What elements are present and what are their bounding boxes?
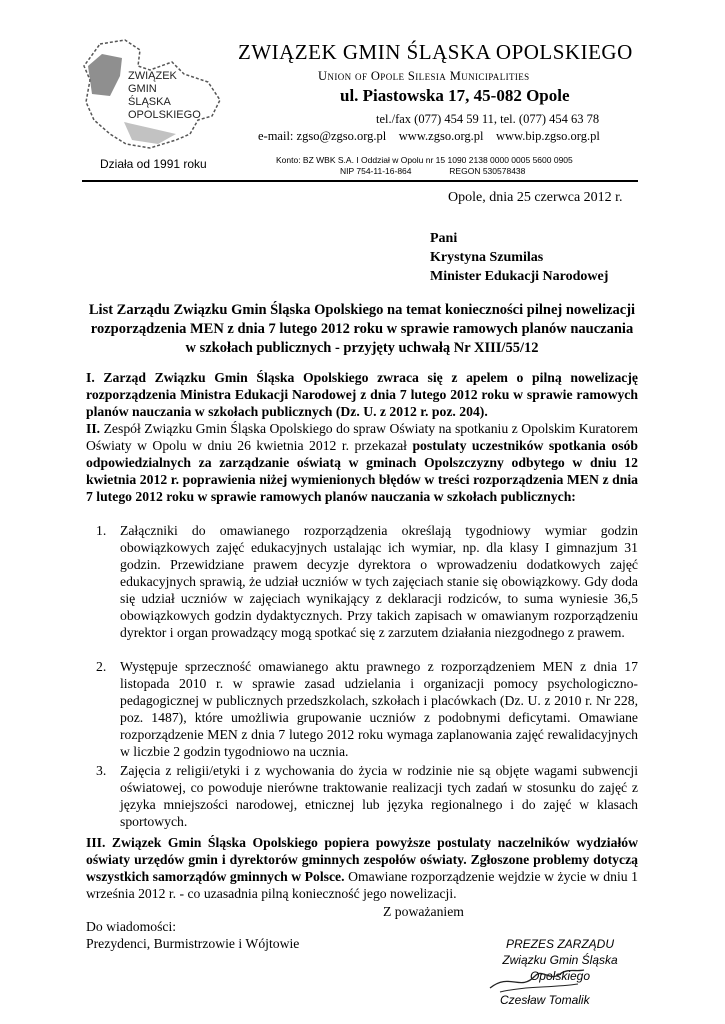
cc-label: Do wiadomości: — [86, 919, 177, 934]
section-2-postulates: postulaty uczestników spotkania osób odpowiedzialnych za zarządzanie oświatą w gminach Opolszczyzny odbytego w dniu 12 kwietnia 2012 r. poprawienia niżej wymienionych błędów w treści rozporządzenia MEN z dnia 7 lutego 2012 roku w sprawie ramowych planów nauczania w szkołach publicznych: — [86, 438, 638, 504]
organization-email-web: e-mail: zgso@zgso.org.pl www.zgso.org.pl www.bip.zgso.org.pl — [258, 129, 600, 143]
list-item — [96, 522, 638, 641]
cc-recipients: Prezydenci, Burmistrzowie i Wójtowie — [86, 936, 300, 951]
organization-name-english: Union of Opole Silesia Municipalities — [318, 69, 530, 83]
section-2-number: II. — [86, 421, 104, 436]
organization-address: ul. Piastowska 17, 45-082 Opole — [340, 86, 570, 105]
organization-name: ZWIĄZEK GMIN ŚLĄSKA OPOLSKIEGO — [238, 40, 633, 64]
bank-account: Konto: BZ WBK S.A. I Oddział w Opolu nr 15 1090 2138 0000 0005 5600 0905 — [276, 155, 573, 165]
section-3 — [86, 834, 638, 902]
section-1: I. Zarząd Związku Gmin Śląska Opolskiego zwraca się z apelem o pilną nowelizację rozporządzenia Ministra Edukacji Narodowej z dnia 7 lutego 2012 roku w sprawie ramowych planów nauczania w szkołach publicznych (Dz. U. z 2012 r. poz. 204). — [86, 370, 638, 419]
organization-logo — [80, 36, 230, 156]
logo-text-line-2: GMIN — [128, 83, 157, 95]
list-item — [96, 762, 638, 830]
closing-regards: Z poważaniem — [383, 904, 464, 919]
letter-title: List Zarządu Związku Gmin Śląska Opolskiego na temat konieczności pilnej nowelizacji rozporządzenia MEN z dnia 7 lutego 2012 roku w sprawie ramowych planów nauczania w szkołach publicznych - przyjęty uchwałą Nr XIII/55/12 — [88, 302, 636, 356]
logo-text-line-4: OPOLSKIEGO — [128, 109, 201, 121]
logo-text-line-1: ZWIĄZEK — [128, 70, 177, 82]
list-item-number: 3. — [96, 763, 107, 778]
list-item-number: 2. — [96, 659, 107, 674]
list-item-number: 1. — [96, 523, 107, 538]
signature-org: Związku Gmin Śląska Opolskiego — [502, 953, 618, 983]
section-3-bold: III. Związek Gmin Śląska Opolskiego popiera powyższe postulaty naczelników wydziałów oświaty urzędów gmin i dyrektorów gminnych zespołów oświaty. Zgłoszone problemy dotyczą wszystkich samorządów gminnych w Polsce. — [86, 835, 638, 884]
addressee-position: Minister Edukacji Narodowej — [430, 269, 609, 284]
section-2-text: Zespół Związku Gmin Śląska Opolskiego do spraw Oświaty na spotkaniu z Opolskim Kuratorem Oświaty w Opolu w dniu 26 kwietnia 2012 r. przekazał — [86, 421, 638, 453]
addressee-salutation: Pani — [430, 231, 458, 246]
letterhead-divider — [82, 180, 638, 182]
cc-block — [86, 918, 299, 952]
section-3-text: Omawiane rozporządzenie wejdzie w życie w dniu 1 września 2012 r. - co uzasadnia pilną konieczność jego nowelizacji. — [86, 869, 638, 901]
organization-phone: tel./fax (077) 454 59 11, tel. (077) 454 63 78 — [376, 112, 600, 126]
addressee-name: Krystyna Szumilas — [430, 250, 544, 265]
logo-text-line-3: ŚLĄSKA — [128, 96, 171, 108]
list-item — [96, 658, 638, 760]
nip-regon: NIP 754-11-16-864 REGON 530578438 — [340, 166, 526, 176]
list-item-text: Zajęcia z religii/etyki i z wychowania do życia w rodzinie nie są objęte wagami subwencji oświatowej, co powoduje nierówne traktowanie realizacji tych zadań w stosunku do zajęć z języka mniejszości narodowej, etnicznej lub języka regionalnego i do zajęć w klasach sportowych. — [120, 763, 638, 829]
list-item-text: Załączniki do omawianego rozporządzenia określają tygodniowy wymiar godzin obowiązkowych zajęć edukacyjnych ustalając ich wymiar, np. dla klasy I gimnazjum 31 godzin. Przewidziane prawem decyzje dyrektora o wprowadzeniu dodatkowych zajęć edukacyjnych sprawią, że udział uczniów w tych zajęciach stanie się obowiązkowy. Gdy doda się udział uczniów w zajęciach wynikający z deklaracji rodziców, to suma wyniesie 36,5 obowiązkowych godzin dydaktycznych. Przy takich zapisach w omawianym rozporządzeniu dyrektor i organ prowadzący mogą spotkać się z zarzutem działania niezgodnego z prawem. — [120, 523, 638, 640]
founded-note: Działa od 1991 roku — [100, 157, 207, 171]
signature-role: PREZES ZARZĄDU — [505, 937, 614, 951]
signatory-name: Czesław Tomalik — [500, 993, 590, 1007]
section-2 — [86, 420, 638, 505]
list-item-text: Występuje sprzeczność omawianego aktu prawnego z rozporządzeniem MEN z dnia 17 listopada 2010 r. w sprawie zasad udzielania i organizacji pomocy psychologiczno-pedagogicznej w publicznych przedszkolach, szkołach i placówkach (Dz. U. z 2010 r. Nr 228, poz. 1487), które umożliwia grupowanie uczniów z podobnymi deficytami. Omawiane rozporządzenie MEN z dnia 7 lutego 2012 roku wymaga zaplanowania zajęć rewalidacyjnych w liczbie 2 godzin tygodniowo na ucznia. — [120, 659, 638, 759]
letter-date: Opole, dnia 25 czerwca 2012 r. — [448, 190, 623, 205]
